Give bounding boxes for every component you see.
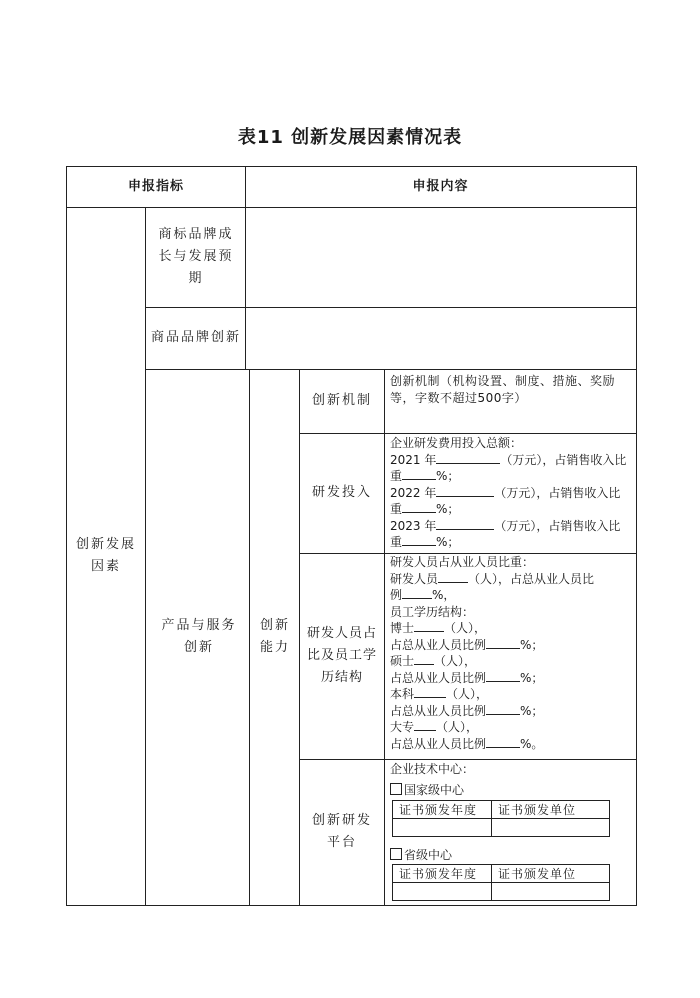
header-indicator: 申报指标: [127, 179, 184, 194]
rd-investment-label: 研发投入: [311, 485, 372, 500]
page-title: 表11 创新发展因素情况表: [237, 127, 463, 148]
product-brand-input[interactable]: [246, 308, 635, 368]
capability-label: 创新能力: [259, 618, 290, 655]
brand-growth-label: 商标品牌成长与发展预期: [158, 227, 234, 286]
innovation-factors-table: [66, 166, 637, 906]
product-service-label: 产品与服务创新: [161, 618, 237, 655]
header-content: 申报内容: [412, 179, 469, 194]
national-center-checkbox[interactable]: [390, 783, 402, 795]
provincial-cert-year-input[interactable]: [393, 883, 492, 901]
platform-label: 创新研发平台: [311, 813, 372, 850]
rd-staff-content[interactable]: 研发人员占从业人员比重： 研发人员 （人），占总从业人员比 例 %， 员工学历结构： 博士 （人）， 占总从业人员比例 %； 硕士 （人）， 占总从业人员比例 %； 本科 （人）， 占总从业人员比例 %； 大专 （人）， 占总从业人员比例 %。: [390, 555, 595, 751]
national-cert-table: 证书颁发年度 证书颁发单位: [392, 800, 610, 837]
brand-growth-input[interactable]: [246, 208, 635, 306]
product-brand-label: 商品品牌创新: [150, 330, 241, 345]
provincial-center-checkbox[interactable]: [390, 848, 402, 860]
rd-investment-content[interactable]: 企业研发费用投入总额： 2021 年 （万元），占销售收入比 重 %； 2022 年 （万元），占销售收入比 重 %； 2023 年 （万元），占销售收入比 重 %；: [390, 436, 627, 549]
mechanism-content[interactable]: 创新机制（机构设置、制度、措施、奖励 等，字数不超过500字）: [390, 374, 616, 405]
provincial-cert-issuer-input[interactable]: [492, 883, 610, 901]
rd-staff-label: 研发人员占比及员工学历结构: [306, 626, 377, 685]
provincial-center-line: 省级中心: [390, 847, 634, 864]
category-label: 创新发展因素: [75, 537, 136, 574]
platform-content: 企业技术中心： 国家级中心: [390, 762, 475, 797]
national-cert-issuer-input[interactable]: [492, 819, 610, 837]
national-cert-year-input[interactable]: [393, 819, 492, 837]
provincial-cert-table: 证书颁发年度 证书颁发单位: [392, 864, 610, 901]
mechanism-label: 创新机制: [311, 393, 372, 408]
